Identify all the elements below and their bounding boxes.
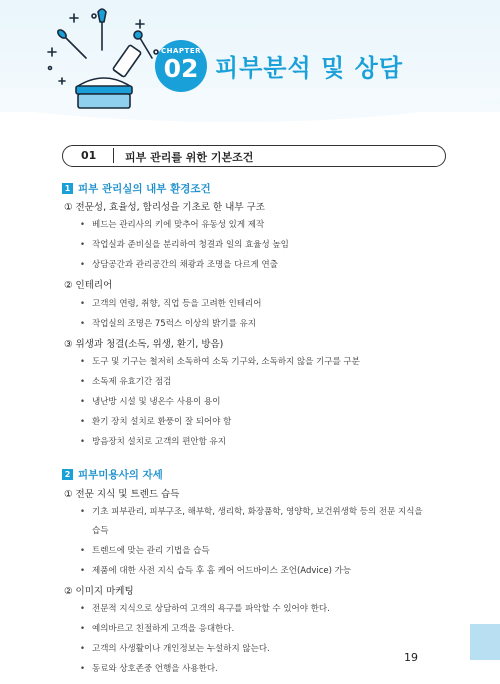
list-item: • 전문적 지식으로 상담하여 고객의 욕구를 파악할 수 있어야 한다. [80,604,330,614]
bullet-dot-icon: • [80,644,86,654]
list-item: • 작업실의 조명은 75럭스 이상의 밝기를 유지 [80,319,256,329]
bullet-dot-icon: • [80,220,86,230]
page-number: 19 [404,651,418,664]
list-item: • 환기 장치 설치로 환풍이 잘 되어야 함 [80,417,232,427]
bullet-dot-icon: • [80,319,86,329]
bullet-dot-icon: • [80,417,86,427]
sub-heading: ② 인테리어 [64,280,113,291]
page-edge-tab [470,624,500,660]
sub-heading: ① 전문 지식 및 트렌드 습득 [64,489,180,500]
list-item: • 도구 및 기구는 철저히 소독하여 소독 기구와, 소독하지 않을 기구를 구분 [80,357,360,367]
bullet-dot-icon: • [80,377,86,387]
bullet-dot-icon: • [80,507,86,517]
bullet-dot-icon: • [80,437,86,447]
chapter-title: 피부분석 및 상담 [215,54,403,82]
list-item: • 고객의 사생활이나 개인정보는 누설하지 않는다. [80,644,270,654]
list-item: • 제품에 대한 사전 지식 습득 후 홈 케어 어드바이스 조언(Advice) 가능 [80,566,352,576]
list-item-continuation: 습득 [92,526,109,536]
bullet-dot-icon: • [80,624,86,634]
bullet-dot-icon: • [80,357,86,367]
chapter-number: 02 [163,54,199,83]
topic-heading [62,467,163,482]
list-item: • 상담공간과 관리공간의 채광과 조명을 다르게 연출 [80,260,278,270]
section-title: 피부 관리를 위한 기본조건 [125,151,254,164]
list-item: • 고객의 연령, 취향, 직업 등을 고려한 인테리어 [80,299,262,309]
bullet-dot-icon: • [80,240,86,250]
chapter-badge [155,40,207,92]
section-divider [113,148,114,163]
list-item: • 소독제 유효기간 점검 [80,377,172,387]
list-item: • 예의바르고 친절하게 고객을 응대한다. [80,624,235,634]
sub-heading: ③ 위생과 청결(소독, 위생, 환기, 방음) [64,339,224,350]
topic-number-box: 2 [62,469,73,480]
list-item: • 트렌드에 맞는 관리 기법을 습득 [80,546,210,556]
list-item: • 냉난방 시설 및 냉온수 사용이 용이 [80,397,221,407]
bullet-dot-icon: • [80,664,86,674]
bullet-dot-icon: • [80,299,86,309]
list-item: • 동료와 상호존중 언행을 사용한다. [80,664,218,674]
sub-heading: ① 전문성, 효율성, 합리성을 기초로 한 내부 구조 [64,202,265,213]
section-number: 01 [81,149,97,162]
bullet-dot-icon: • [80,397,86,407]
list-item: • 방음장치 설치로 고객의 편안함 유지 [80,437,226,447]
bullet-dot-icon: • [80,604,86,614]
bullet-dot-icon: • [80,566,86,576]
bullet-dot-icon: • [80,260,86,270]
list-item: • 기초 피부관리, 피부구조, 해부학, 생리학, 화장품학, 영양학, 보건위생학 등의 전문 지식을 [80,507,423,517]
topic-title: 피부미용사의 자세 [78,469,163,481]
list-item: • 베드는 관리사의 키에 맞추어 유동성 있게 제작 [80,220,265,230]
section-bar [62,145,446,167]
topic-number-box: 1 [62,183,73,194]
chapter-label: CHAPTER [161,47,201,55]
cosmetics-illustration-icon [44,8,164,112]
sub-heading: ② 이미지 마케팅 [64,586,134,597]
topic-heading [62,181,211,196]
bullet-dot-icon: • [80,546,86,556]
topic-title: 피부 관리실의 내부 환경조건 [78,183,211,195]
list-item: • 작업실과 준비실을 분리하여 청결과 일의 효율성 높임 [80,240,289,250]
